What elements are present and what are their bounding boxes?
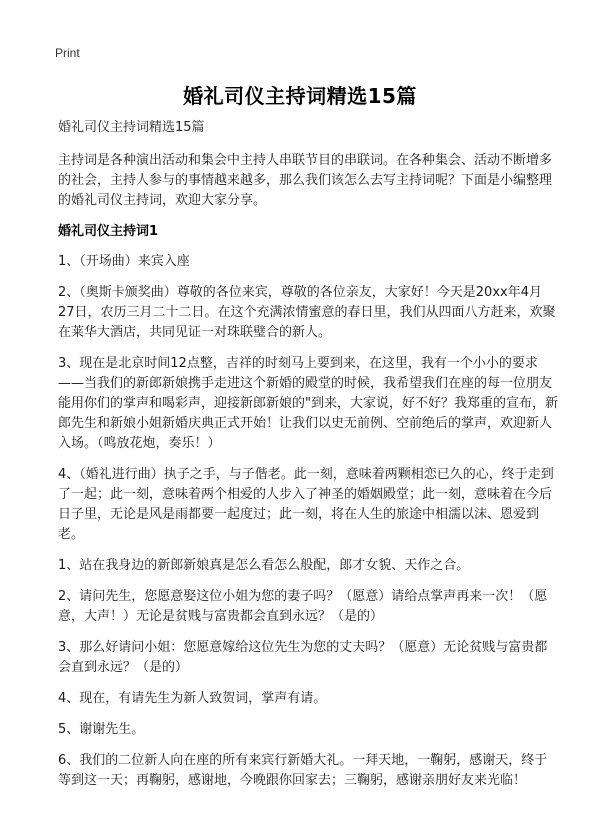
paragraph: 3、那么好请问小姐：您愿意嫁给这位先生为您的丈夫吗？（愿意）无论贫贱与富贵都会直到永远？（是的）	[58, 640, 548, 675]
paragraph: 4、现在，有请先生为新人致贺词，掌声有请。	[58, 691, 327, 706]
paragraph: 3、现在是北京时间12点整，吉祥的时刻马上要到来，在这里，我有一个小小的要求——当我们的新郎新娘携手走进这个新婚的殿堂的时候，我希望我们在座的每一位朋友能用你们的掌声和喝彩声，迎接新郎新娘的"到来，大家说，好不好？我郑重的宣布，新郎先生和新娘小姐新婚庆典正式开始！让我们以史无前例、空前绝后的掌声，欢迎新人入场。（鸣放花炮，奏乐！）	[58, 356, 558, 451]
paragraph: 2、请问先生，您愿意娶这位小姐为您的妻子吗？（愿意）请给点掌声再来一次！（愿意，大声！）无论是贫贱与富贵都会直到永远？（是的）	[58, 589, 548, 624]
paragraph: 2、（奥斯卡颁奖曲）尊敬的各位来宾，尊敬的各位亲友，大家好！今天是20xx年4月27日，农历三月二十二日。在这个充满浓情蜜意的春日里，我们从四面八方赶来，欢聚在莱华大酒店，共同见证一对珠联璧合的新人。	[58, 285, 556, 340]
document-title: 婚礼司仪主持词精选15篇	[183, 84, 417, 108]
section-heading: 婚礼司仪主持词1	[58, 224, 159, 239]
paragraph: 4、（婚礼进行曲）执子之手，与子偕老。此一刻，意味着两颗相恋已久的心，终于走到了一起；此一刻，意味着两个相爱的人步入了神圣的婚姻殿堂；此一刻，意味着在今后日子里，无论是风是雨都要一起度过；此一刻，将在人生的旅途中相濡以沫、恩爱到老。	[58, 467, 554, 542]
print-link[interactable]: Print	[55, 46, 80, 60]
intro-paragraph: 主持词是各种演出活动和集会中主持人串联节目的串联词。在各种集会、活动不断增多的社会，主持人参与的事情越来越多，那么我们该怎么去写主持词呢？下面是小编整理的婚礼司仪主持词，欢迎大家分享。	[58, 153, 553, 208]
document-subtitle: 婚礼司仪主持词精选15篇	[58, 120, 205, 135]
paragraph: 6、我们的二位新人向在座的所有来宾行新婚大礼。一拜天地，一鞠躬，感谢天，终于等到这一天；再鞠躬，感谢地，今晚跟你回家去；三鞠躬，感谢亲朋好友来光临！	[58, 753, 548, 788]
paragraph: 5、谢谢先生。	[58, 722, 145, 737]
paragraph: 1、站在我身边的新郎新娘真是怎么看怎么般配，郎才女貌、天作之合。	[58, 558, 470, 573]
paragraph: 1、（开场曲）来宾入座	[58, 254, 190, 269]
document-body	[58, 118, 558, 802]
